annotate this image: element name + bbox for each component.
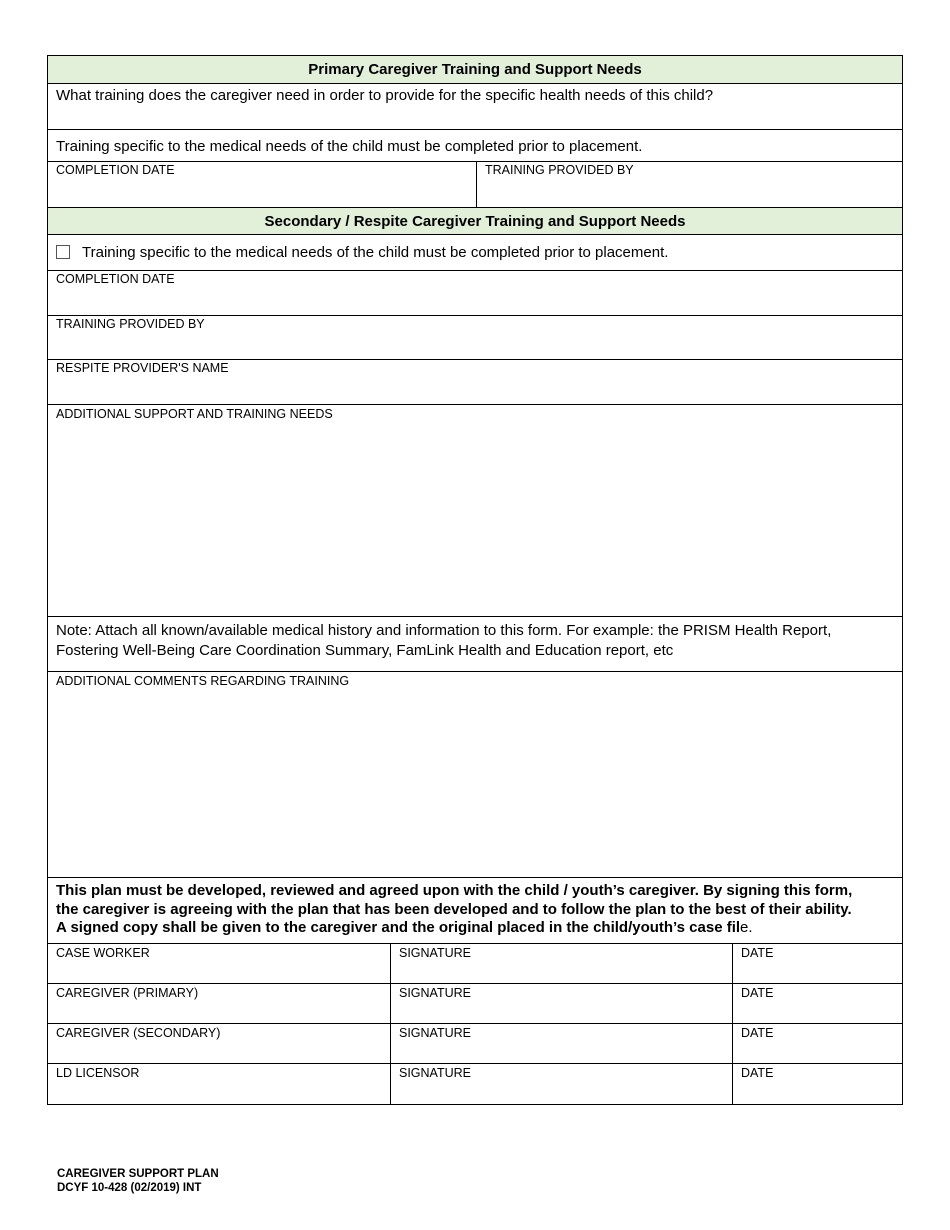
- signature-label: SIGNATURE: [399, 946, 471, 960]
- signature-role-label: CASE WORKER: [56, 946, 150, 960]
- agreement-line-3-end: e.: [740, 919, 753, 936]
- primary-completion-date-label: COMPLETION DATE: [56, 163, 175, 177]
- additional-support-label: ADDITIONAL SUPPORT AND TRAINING NEEDS: [56, 407, 333, 421]
- agreement-text: [48, 878, 902, 943]
- agreement-line-3-bold: A signed copy shall be given to the caregiver and the original placed in the child/youth’s case fil: [56, 919, 741, 936]
- secondary-checkbox-label: Training specific to the medical needs of the child must be completed prior to placement.: [82, 244, 669, 261]
- primary-requirement-row: [48, 130, 902, 162]
- case-worker-date-field[interactable]: [732, 944, 902, 983]
- primary-section-header: [48, 56, 902, 84]
- additional-comments-field[interactable]: [48, 672, 902, 878]
- signature-role-label: LD LICENSOR: [56, 1066, 140, 1080]
- primary-training-needs-field[interactable]: [48, 84, 902, 130]
- signature-row: [48, 984, 902, 1024]
- secondary-section-header: [48, 208, 902, 235]
- caregiver-primary-date-field[interactable]: [732, 984, 902, 1023]
- additional-support-field[interactable]: [48, 405, 902, 617]
- ld-licensor-date-field[interactable]: [732, 1064, 902, 1104]
- caregiver-support-form: [47, 55, 903, 1105]
- agreement-row: [48, 878, 902, 944]
- note-line-1: Note: Attach all known/available medical history and information to this form. For example: the PRISM Health Report,: [56, 622, 832, 639]
- case-worker-field[interactable]: [48, 944, 390, 983]
- signature-role-label: CAREGIVER (SECONDARY): [56, 1026, 221, 1040]
- date-label: DATE: [741, 1026, 774, 1040]
- signature-label: SIGNATURE: [399, 1026, 471, 1040]
- caregiver-secondary-date-field[interactable]: [732, 1024, 902, 1063]
- signature-role-label: CAREGIVER (PRIMARY): [56, 986, 199, 1000]
- ld-licensor-field[interactable]: [48, 1064, 390, 1104]
- signature-label: SIGNATURE: [399, 986, 471, 1000]
- agreement-line-2: the caregiver is agreeing with the plan that has been developed and to follow the plan to the best of their ability.: [56, 900, 852, 918]
- secondary-header-text: Secondary / Respite Caregiver Training and Support Needs: [264, 212, 686, 230]
- form-footer: [57, 1167, 219, 1195]
- agreement-line-1: This plan must be developed, reviewed and agreed upon with the child / youth’s caregiver. By signing this form,: [56, 882, 853, 899]
- date-label: DATE: [741, 986, 774, 1000]
- signature-row: [48, 944, 902, 984]
- secondary-training-provided-by-field[interactable]: [48, 316, 902, 360]
- signature-label: SIGNATURE: [399, 1066, 471, 1080]
- caregiver-primary-signature-field[interactable]: [390, 984, 732, 1023]
- note-row: [48, 617, 902, 672]
- secondary-requirement-cell: [48, 241, 902, 264]
- footer-form-title: CAREGIVER SUPPORT PLAN: [57, 1168, 219, 1180]
- primary-completion-row: [48, 162, 902, 208]
- note-text: [48, 617, 902, 671]
- primary-requirement-text: Training specific to the medical needs of the child must be completed prior to placement.: [56, 138, 643, 155]
- caregiver-primary-field[interactable]: [48, 984, 390, 1023]
- caregiver-secondary-field[interactable]: [48, 1024, 390, 1063]
- caregiver-secondary-signature-field[interactable]: [390, 1024, 732, 1063]
- primary-training-provided-by-field[interactable]: [476, 162, 902, 207]
- primary-training-provided-by-label: TRAINING PROVIDED BY: [485, 163, 634, 177]
- ld-licensor-signature-field[interactable]: [390, 1064, 732, 1104]
- additional-comments-label: ADDITIONAL COMMENTS REGARDING TRAINING: [56, 674, 350, 688]
- secondary-training-provided-by-label: TRAINING PROVIDED BY: [56, 317, 205, 331]
- primary-header-text: Primary Caregiver Training and Support Needs: [308, 61, 642, 78]
- signature-row: [48, 1024, 902, 1064]
- note-line-2: Fostering Well-Being Care Coordination Summary, FamLink Health and Education report, etc: [56, 642, 674, 659]
- respite-provider-name-field[interactable]: [48, 360, 902, 405]
- date-label: DATE: [741, 946, 774, 960]
- date-label: DATE: [741, 1066, 774, 1080]
- case-worker-signature-field[interactable]: [390, 944, 732, 983]
- footer-form-number: DCYF 10-428 (02/2019) INT: [57, 1182, 202, 1194]
- respite-provider-name-label: RESPITE PROVIDER'S NAME: [56, 361, 229, 375]
- signature-row: [48, 1064, 902, 1105]
- training-completed-checkbox[interactable]: [56, 245, 70, 259]
- secondary-completion-date-field[interactable]: [48, 271, 902, 316]
- secondary-requirement-row: [48, 235, 902, 271]
- secondary-completion-date-label: COMPLETION DATE: [56, 272, 175, 286]
- primary-question-text: What training does the caregiver need in order to provide for the specific health needs of this child?: [56, 87, 714, 104]
- agreement-line-3: [56, 919, 894, 938]
- primary-completion-date-field[interactable]: [48, 162, 476, 207]
